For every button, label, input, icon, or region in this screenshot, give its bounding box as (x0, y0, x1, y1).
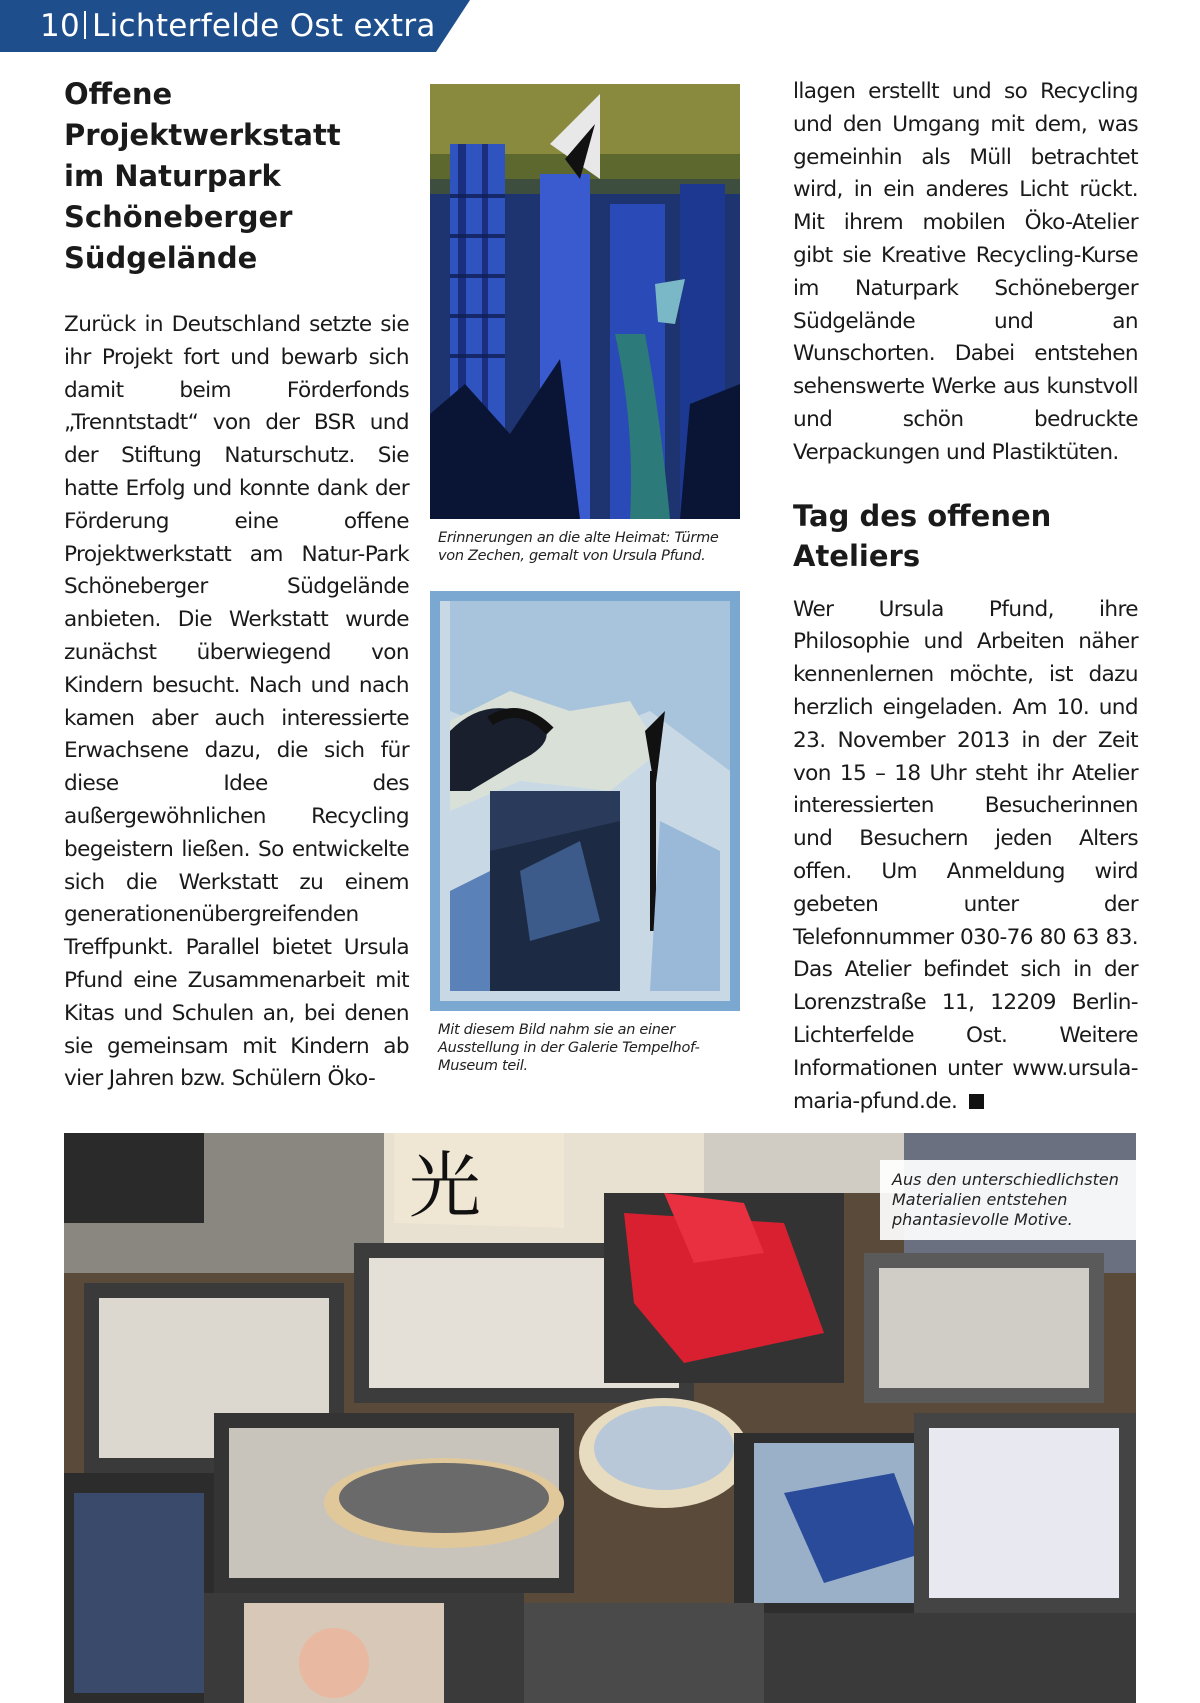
headline-line: Projektwerkstatt (64, 118, 341, 152)
painting-exhibition (430, 591, 740, 1011)
calligraphy-glyph: 光 (409, 1144, 482, 1228)
headline-line: Südgelände (64, 241, 258, 275)
right-body-text: llagen erstellt und so Recycling und den Umgang mit dem, was gemeinhin als Müll betrachtet wird, in ein anderes Licht rückt. Mit ihrem mobilen Öko-Atelier gibt sie Kreative Recycling-Kurse im Naturpark Schöneberger Südgelände und an Wunschorten. Dabei entstehen sehenswerte Werke aus kunstvoll und schön bedruckte Verpackungen und Plastiktüten. (793, 79, 1138, 465)
header-title (40, 8, 436, 44)
headline-line: im Naturpark (64, 159, 281, 193)
section-name: Lichterfelde Ost extra (92, 8, 436, 44)
subheading (793, 496, 1138, 576)
painting1-caption: Erinnerungen an die alte Heimat: Türme von Zechen, gemalt von Ursula Pfund. (438, 530, 719, 564)
middle-column (430, 84, 740, 1075)
headline-line: Offene (64, 77, 173, 111)
final-body-text (793, 594, 1138, 1119)
subheading-line: Tag des offenen (793, 498, 1052, 533)
left-body-text: Zurück in Deutschland setzte sie ihr Projekt fort und bewarb sich damit beim Förderfonds „Trenntstadt“ von der BSR und der Stiftung Naturschutz. Sie hatte Erfolg und konnte dank der Förderung eine offene Projektwerkstatt am Natur-Park Schöneberger Südgelände anbieten. Die Werkstatt wurde zunächst überwiegend von Kindern besucht. Nach und nach kamen aber auch interessierte Erwachsene dazu, die sich für diese Idee des außergewöhnlichen Recycling begeistern ließen. So entwickelte sich die Werkstatt zu einem generationenübergreifenden Treffpunkt. Parallel bietet Ursula Pfund eine Zusammenarbeit mit Kitas und Schulen an, bei denen sie gemeinsam mit Kindern ab vier Jahren bzw. Schülern Öko- (64, 312, 409, 1092)
right-column (793, 76, 1138, 1118)
headline-line: Schöneberger (64, 200, 293, 234)
article-end-mark (969, 1094, 984, 1109)
header-separator (84, 11, 86, 39)
article-headline (64, 74, 409, 279)
left-column (64, 74, 409, 1096)
painting2-caption: Mit diesem Bild nahm sie an einer Ausstellung in der Galerie Tempelhof-Museum teil. (438, 1022, 700, 1074)
painting-mine-towers (430, 84, 740, 519)
photo-caption: Aus den unterschiedlichsten Materialien entstehen phantasievolle Motive. (880, 1160, 1136, 1240)
subheading-line: Ateliers (793, 538, 921, 573)
page-number: 10 (40, 8, 81, 44)
final-text: Wer Ursula Pfund, ihre Philosophie und Arbeiten näher kennenlernen möchte, ist dazu herzlich eingeladen. Am 10. und 23. November 2013 in der Zeit von 15 – 18 Uhr steht ihr Atelier interessierten Besucherinnen und Besuchern jeden Alters offen. Um Anmeldung wird gebeten unter der Telefonnummer 030-76 80 63 83. Das Atelier befindet sich in der Lorenzstraße 11, 12209 Berlin-Lichterfelde Ost. Weitere Informationen unter www.ursula-maria-pfund.de. (793, 596, 1138, 1114)
